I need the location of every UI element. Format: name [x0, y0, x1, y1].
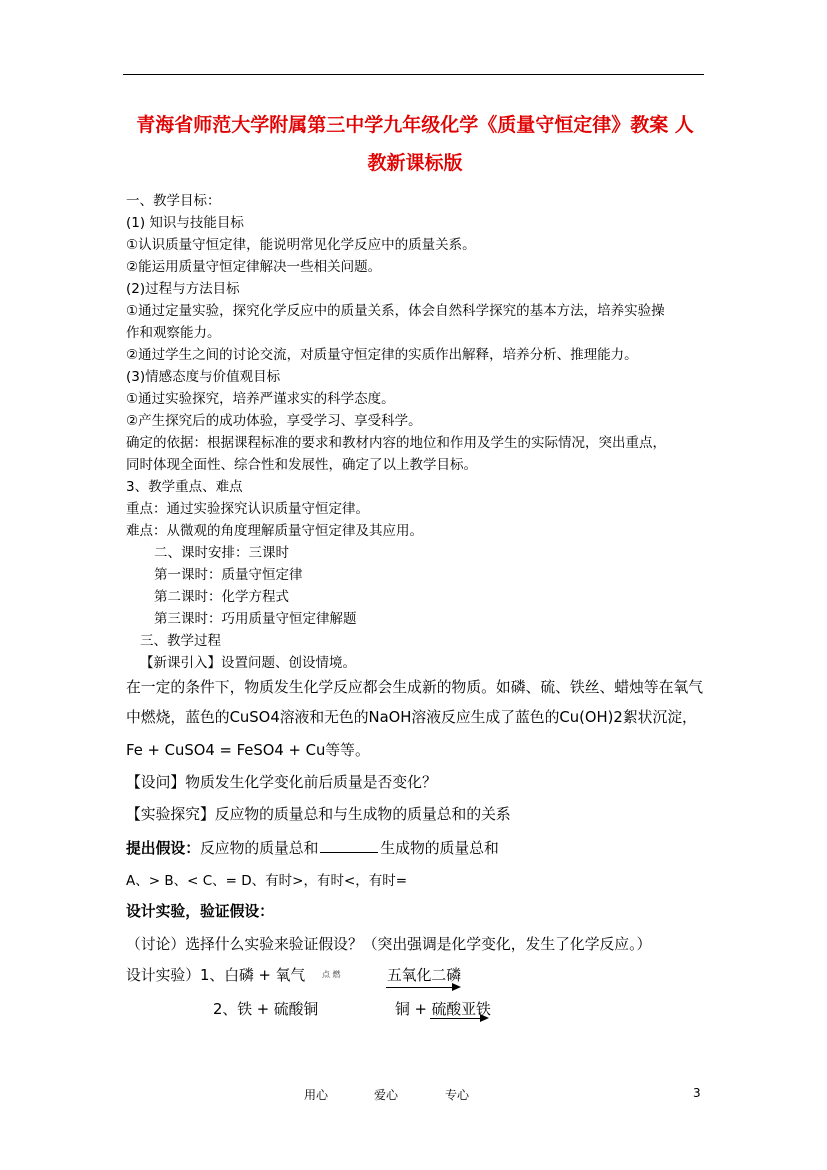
- reaction-1-product: 五氧化二磷: [387, 967, 461, 984]
- fill-blank: [320, 838, 378, 853]
- reaction-arrow-icon: [480, 1014, 489, 1022]
- text-line: 三、教学过程: [140, 633, 221, 649]
- section-heading: 设计实验，验证假设：: [126, 903, 274, 920]
- text-line: 3、教学重点、难点: [126, 479, 243, 495]
- reaction-2-products: 铜 + 硫酸亚铁: [395, 1001, 491, 1018]
- text-line: 第二课时：化学方程式: [154, 589, 289, 605]
- reaction-condition: 点 燃: [322, 970, 341, 979]
- text-line: ②通过学生之间的讨论交流，对质量守恒定律的实质作出解释，培养分析、推理能力。: [126, 347, 638, 363]
- text-line: 第三课时：巧用质量守恒定律解题: [154, 611, 357, 627]
- hypothesis-text-b: 生成物的质量总和: [380, 840, 499, 857]
- text-line: 【实验探究】反应物的质量总和与生成物的质量总和的关系: [126, 806, 511, 823]
- text-line: 难点：从微观的角度理解质量守恒定律及其应用。: [126, 523, 423, 539]
- page-number: 3: [693, 1086, 701, 1100]
- options-line: A、> B、< C、= D、有时>，有时<，有时=: [126, 873, 408, 889]
- text-line: ②产生探究后的成功体验，享受学习、享受科学。: [126, 413, 422, 429]
- hypothesis-text-a: 反应物的质量总和: [200, 840, 319, 857]
- text-line: 中燃烧，蓝色的CuSO4溶液和无色的NaOH溶液反应生成了蓝色的Cu(OH)2絮状沉淀，: [126, 709, 697, 726]
- text-line: (2)过程与方法目标: [126, 281, 240, 297]
- text-line: （讨论）选择什么实验来验证假设？（突出强调是化学变化，发生了化学反应。）: [126, 936, 652, 953]
- footer-text: 用心: [304, 1088, 329, 1102]
- header-rule: [123, 74, 704, 75]
- equation-line: Fe + CuSO4 = FeSO4 + Cu等等。: [126, 742, 370, 759]
- footer-text: 爱心: [374, 1088, 399, 1102]
- text-line: 重点：通过实验探究认识质量守恒定律。: [126, 501, 369, 517]
- hypothesis-label: 提出假设：: [126, 840, 200, 857]
- reaction-arrow-line: [430, 1018, 482, 1019]
- reaction-arrow-line: [386, 987, 454, 988]
- text-line: 同时体现全面性、综合性和发展性，确定了以上教学目标。: [126, 457, 477, 473]
- text-line: ①通过实验探究，培养严谨求实的科学态度。: [126, 391, 395, 407]
- text-line: 【新课引入】设置问题、创设情境。: [140, 655, 356, 671]
- reaction-arrow-icon: [452, 983, 461, 991]
- reaction-2-reactants: 2、铁 + 硫酸铜: [213, 1001, 319, 1018]
- text-line: 第一课时：质量守恒定律: [154, 567, 303, 583]
- text-line: (3)情感态度与价值观目标: [126, 369, 281, 385]
- reaction-1-reactants: 设计实验）1、白磷 + 氧气: [126, 967, 306, 984]
- text-line: ①通过定量实验，探究化学反应中的质量关系，体会自然科学探究的基本方法，培养实验操: [126, 303, 665, 319]
- text-line: 【设问】物质发生化学变化前后质量是否变化？: [126, 774, 437, 791]
- text-line: 二、课时安排：三课时: [154, 545, 289, 561]
- document-title-line-1: 青海省师范大学附属第三中学九年级化学《质量守恒定律》教案 人: [136, 114, 694, 136]
- text-line: 在一定的条件下，物质发生化学反应都会生成新的物质。如磷、硫、铁丝、蜡烛等在氧气: [126, 679, 704, 696]
- hypothesis-line: [126, 838, 499, 858]
- text-line: ①认识质量守恒定律，能说明常见化学反应中的质量关系。: [126, 237, 476, 253]
- document-title-line-2: 教新课标版: [367, 152, 463, 174]
- footer-text: 专心: [445, 1088, 470, 1102]
- text-line: 确定的依据：根据课程标准的要求和教材内容的地位和作用及学生的实际情况，突出重点，: [126, 435, 666, 451]
- text-line: ②能运用质量守恒定律解决一些相关问题。: [126, 259, 382, 275]
- text-line: 作和观察能力。: [126, 325, 221, 341]
- text-line: (1) 知识与技能目标: [126, 215, 244, 231]
- text-line: 一、教学目标：: [126, 193, 221, 209]
